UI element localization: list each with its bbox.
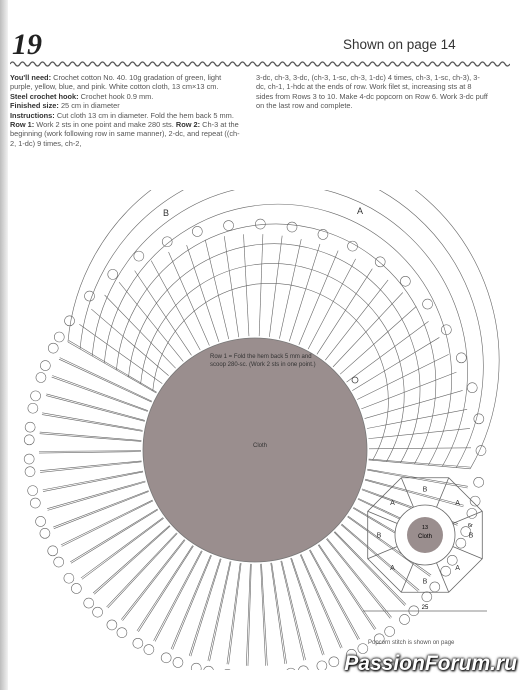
segment-label: B [422, 486, 428, 494]
segment-label: A [390, 499, 395, 507]
small-layout-diagram [363, 478, 487, 611]
size-label: Finished size: [10, 101, 59, 111]
popcorn-marker-icon [352, 377, 358, 383]
instructions-left-column [10, 73, 242, 148]
segment-label: B [422, 578, 428, 586]
segment-label: A [390, 565, 395, 573]
popcorn-footnote: Popcorn stitch is shown on page [368, 640, 455, 646]
watermark-logo: PassionForum.ru [344, 652, 517, 675]
you-need-text: Crochet cotton No. 40. 10g gradation of green, light purple, yellow, blue, and pink. White cotton cloth, 13 cm×13 cm. [10, 73, 222, 92]
decorative-header-rule [10, 60, 510, 68]
outer-dimension-label: 25 [421, 605, 429, 611]
page-number: 19 [12, 28, 42, 61]
row1-text: Work 2 sts in one point and make 280 sts. [36, 120, 174, 130]
shown-on-page-label: Shown on page 14 [343, 37, 456, 52]
small-cloth-label: Cloth [417, 534, 433, 540]
segment-label: A [455, 565, 460, 573]
instructions-right-column [256, 73, 488, 111]
row2-text: Ch-3 at the beginning (work following row in same manner), 2-dc, and repeat ((ch-2, 1-dc) 9 times, ch-2, [10, 120, 240, 148]
instructions-continued-text: 3-dc, ch-3, 3-dc, (ch-3, 1-sc, ch-3, 1-dc) 4 times, ch-3, 1-sc, ch-3), 3-dc, ch-1, 1-hdc at the ends of row. Work filet st, increasing sts at 8 sides from Rows 3 to 10. Make 4-dc popcorn on Row 6. Work 3-dc puff on the last row and complete. [256, 73, 488, 111]
instructions-text: Cut cloth 13 cm in diameter. Fold the hem back 5 mm. [56, 110, 234, 120]
inner-dimension-label: 13 [421, 525, 429, 531]
row-mark-label: 6r [468, 523, 473, 529]
instructions-label: Instructions: [10, 110, 55, 120]
segment-label: B [376, 532, 382, 540]
size-text: 25 cm in diameter [60, 101, 120, 111]
row2-label: Row 2: [175, 120, 201, 130]
row1-note: Row 1 = Fold the hem back 5 mm and scoop 280-sc. (Work 2 sts in one point.) [210, 354, 316, 368]
cloth-label: Cloth [253, 443, 268, 449]
section-label-b: B [163, 208, 170, 218]
hook-label: Steel crochet hook: [10, 91, 79, 101]
hook-text: Crochet hook 0.9 mm. [80, 91, 154, 101]
crochet-chart-diagram [0, 190, 527, 670]
you-need-label: You'll need: [10, 73, 52, 82]
segment-label: B [468, 532, 474, 540]
segment-label: A [455, 499, 460, 507]
row1-label: Row 1: [10, 120, 35, 130]
section-label-a: A [357, 206, 364, 216]
cloth-center-circle [143, 338, 367, 562]
